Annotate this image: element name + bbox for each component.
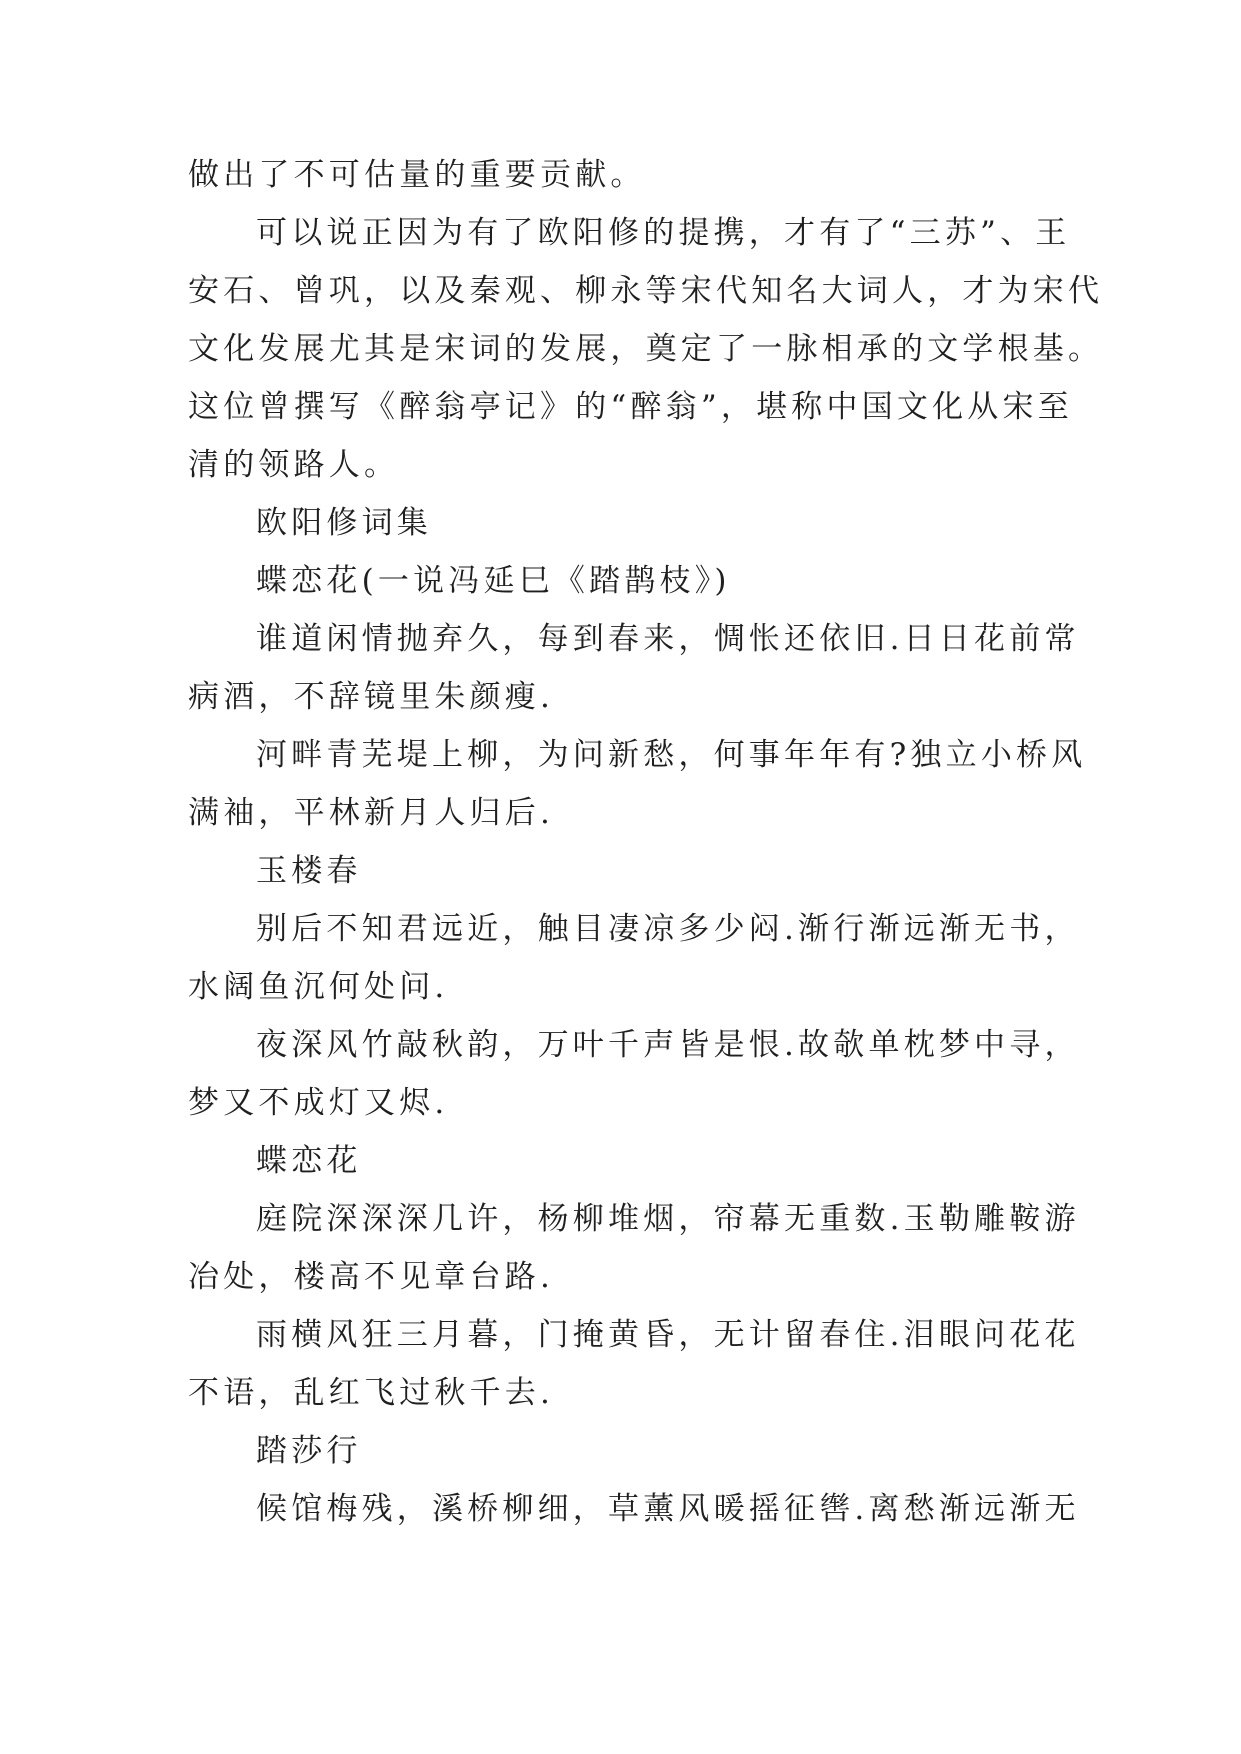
text-line: 雨横风狂三月暮，门掩黄昏，无计留春住.泪眼问花花 bbox=[256, 1317, 1080, 1353]
text-line: 谁道闲情抛弃久，每到春来，惆怅还依旧.日日花前常 bbox=[256, 621, 1080, 657]
section-heading: 欧阳修词集 bbox=[256, 505, 432, 541]
text-line: 文化发展尤其是宋词的发展，奠定了一脉相承的文学根基。 bbox=[188, 331, 1104, 367]
text-line: 安石、曾巩，以及秦观、柳永等宋代知名大词人，才为宋代 bbox=[188, 273, 1104, 309]
text-line: 候馆梅残，溪桥柳细，草薰风暖摇征辔.离愁渐远渐无 bbox=[256, 1491, 1080, 1527]
text-line: 别后不知君远近，触目凄凉多少闷.渐行渐远渐无书， bbox=[256, 911, 1080, 947]
text-line: 这位曾撰写《醉翁亭记》的“醉翁”，堪称中国文化从宋至 bbox=[188, 389, 1073, 425]
text-line: 水阔鱼沉何处问. bbox=[188, 969, 449, 1005]
text-line: 梦又不成灯又烬. bbox=[188, 1085, 449, 1121]
poem-title: 蝶恋花 bbox=[256, 1143, 362, 1179]
text-line: 不语，乱红飞过秋千去. bbox=[188, 1375, 555, 1411]
text-line: 可以说正因为有了欧阳修的提携，才有了“三苏”、王 bbox=[256, 215, 1071, 251]
document-page bbox=[188, 146, 1104, 1538]
text-line: 河畔青芜堤上柳，为问新愁，何事年年有?独立小桥风 bbox=[256, 737, 1087, 773]
text-line: 满袖，平林新月人归后. bbox=[188, 795, 555, 831]
text-line: 病酒，不辞镜里朱颜瘦. bbox=[188, 679, 555, 715]
text-line: 夜深风竹敲秋韵，万叶千声皆是恨.故欹单枕梦中寻， bbox=[256, 1027, 1080, 1063]
text-line: 清的领路人。 bbox=[188, 447, 400, 483]
text-line: 庭院深深深几许，杨柳堆烟，帘幕无重数.玉勒雕鞍游 bbox=[256, 1201, 1080, 1237]
text-line: 冶处，楼高不见章台路. bbox=[188, 1259, 555, 1295]
poem-title: 蝶恋花(一说冯延巳《踏鹊枝》) bbox=[256, 563, 731, 599]
poem-title: 玉楼春 bbox=[256, 853, 362, 889]
text-line: 做出了不可估量的重要贡献。 bbox=[188, 157, 646, 193]
poem-title: 踏莎行 bbox=[256, 1433, 362, 1469]
